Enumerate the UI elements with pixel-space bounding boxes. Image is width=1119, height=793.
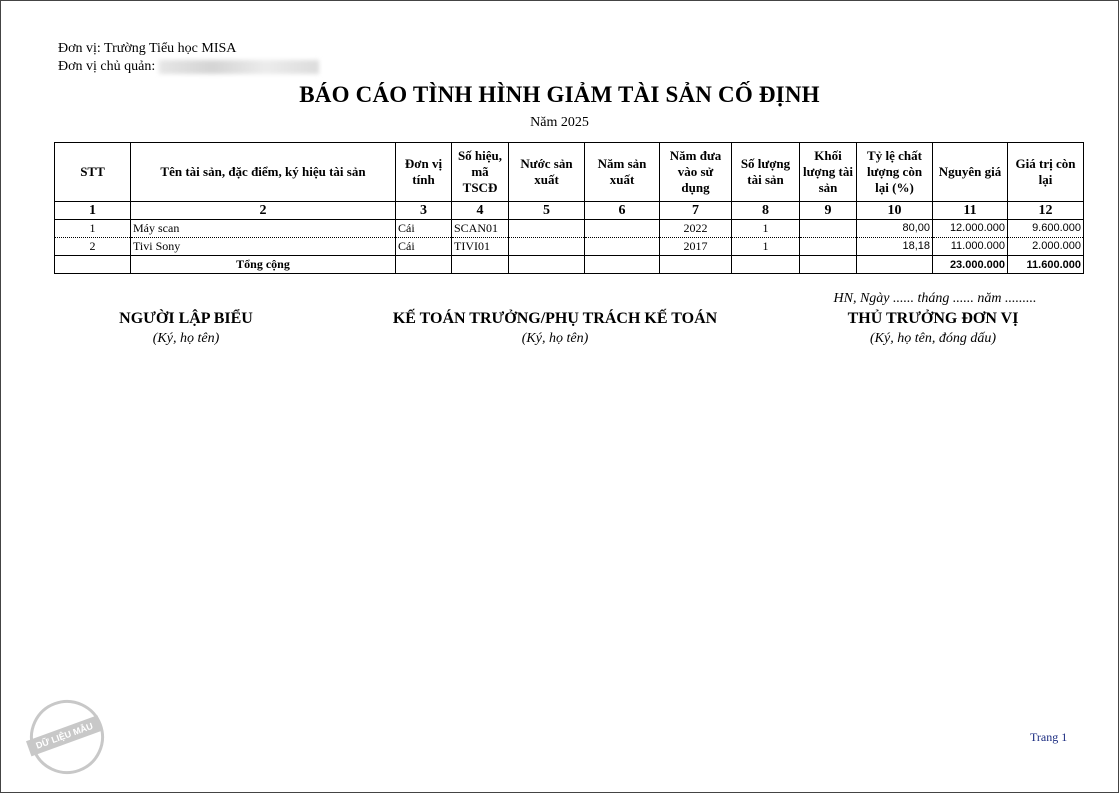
table-header-row	[55, 143, 1084, 202]
total-empty	[509, 256, 585, 274]
col-year-made: Năm sản xuất	[585, 143, 660, 202]
index-cell: 8	[732, 202, 800, 220]
accountant-note: (Ký, họ tên)	[521, 331, 589, 346]
row-asset-name: Tivi Sony	[131, 238, 396, 256]
unit-name: Đơn vị: Trường Tiểu học MISA	[58, 41, 237, 56]
total-label: Tổng cộng	[131, 256, 396, 274]
page-number: Trang 1	[1030, 730, 1068, 744]
signature-preparer	[86, 310, 286, 347]
col-quality-rate: Tỷ lệ chất lượng còn lại (%)	[857, 143, 933, 202]
index-cell: 1	[55, 202, 131, 220]
total-empty	[857, 256, 933, 274]
total-empty	[452, 256, 509, 274]
total-row	[55, 256, 1084, 274]
index-cell: 11	[933, 202, 1008, 220]
preparer-role: NGƯỜI LẬP BIỂU	[119, 310, 253, 327]
row-weight	[800, 238, 857, 256]
index-cell: 7	[660, 202, 732, 220]
row-year-used: 2022	[660, 220, 732, 238]
row-code: TIVI01	[452, 238, 509, 256]
table-row	[55, 238, 1084, 256]
col-weight: Khối lượng tài sản	[800, 143, 857, 202]
index-cell: 10	[857, 202, 933, 220]
col-remaining-value: Giá trị còn lại	[1008, 143, 1084, 202]
row-year-made	[585, 238, 660, 256]
index-cell: 12	[1008, 202, 1084, 220]
signature-accountant	[370, 310, 740, 347]
table-row	[55, 220, 1084, 238]
row-cost: 11.000.000	[933, 238, 1008, 256]
row-country	[509, 220, 585, 238]
row-year-made	[585, 220, 660, 238]
row-weight	[800, 220, 857, 238]
unit-info	[58, 40, 319, 76]
row-code: SCAN01	[452, 220, 509, 238]
col-country: Nước sản xuất	[509, 143, 585, 202]
col-year-used: Năm đưa vào sử dụng	[660, 143, 732, 202]
total-cost: 23.000.000	[933, 256, 1008, 274]
index-cell: 9	[800, 202, 857, 220]
index-cell: 3	[396, 202, 452, 220]
row-country	[509, 238, 585, 256]
stamp-text: DỮ LIỆU MẪU	[26, 715, 103, 756]
report-title: BÁO CÁO TÌNH HÌNH GIẢM TÀI SẢN CỐ ĐỊNH	[299, 82, 820, 107]
row-stt: 2	[55, 238, 131, 256]
head-note: (Ký, họ tên, đóng dấu)	[870, 331, 996, 346]
redacted-parent-unit	[159, 60, 319, 74]
row-quantity: 1	[732, 238, 800, 256]
index-cell: 4	[452, 202, 509, 220]
date-line: HN, Ngày ...... tháng ...... năm .........	[833, 291, 1037, 306]
index-cell: 2	[131, 202, 396, 220]
total-empty	[585, 256, 660, 274]
col-stt: STT	[55, 143, 131, 202]
row-unit: Cái	[396, 238, 452, 256]
row-remaining-value: 9.600.000	[1008, 220, 1084, 238]
row-cost: 12.000.000	[933, 220, 1008, 238]
accountant-role: KẾ TOÁN TRƯỞNG/PHỤ TRÁCH KẾ TOÁN	[392, 310, 718, 327]
preparer-note: (Ký, họ tên)	[152, 331, 220, 346]
report-year: Năm 2025	[530, 115, 589, 130]
col-cost: Nguyên giá	[933, 143, 1008, 202]
index-cell: 5	[509, 202, 585, 220]
total-empty	[55, 256, 131, 274]
asset-reduction-table	[54, 142, 1084, 274]
row-quality-rate: 18,18	[857, 238, 933, 256]
column-index-row	[55, 202, 1084, 220]
head-role: THỦ TRƯỞNG ĐƠN VỊ	[847, 310, 1019, 327]
col-code: Số hiệu, mã TSCĐ	[452, 143, 509, 202]
index-cell: 6	[585, 202, 660, 220]
col-asset-name: Tên tài sản, đặc điểm, ký hiệu tài sản	[131, 143, 396, 202]
row-quality-rate: 80,00	[857, 220, 933, 238]
total-empty	[396, 256, 452, 274]
row-quantity: 1	[732, 220, 800, 238]
parent-unit: Đơn vị chủ quản:	[58, 58, 319, 76]
row-year-used: 2017	[660, 238, 732, 256]
total-empty	[660, 256, 732, 274]
col-quantity: Số lượng tài sản	[732, 143, 800, 202]
row-stt: 1	[55, 220, 131, 238]
total-remaining-value: 11.600.000	[1008, 256, 1084, 274]
total-empty	[800, 256, 857, 274]
row-asset-name: Máy scan	[131, 220, 396, 238]
signature-head	[800, 310, 1066, 347]
total-empty	[732, 256, 800, 274]
row-unit: Cái	[396, 220, 452, 238]
col-unit: Đơn vị tính	[396, 143, 452, 202]
row-remaining-value: 2.000.000	[1008, 238, 1084, 256]
